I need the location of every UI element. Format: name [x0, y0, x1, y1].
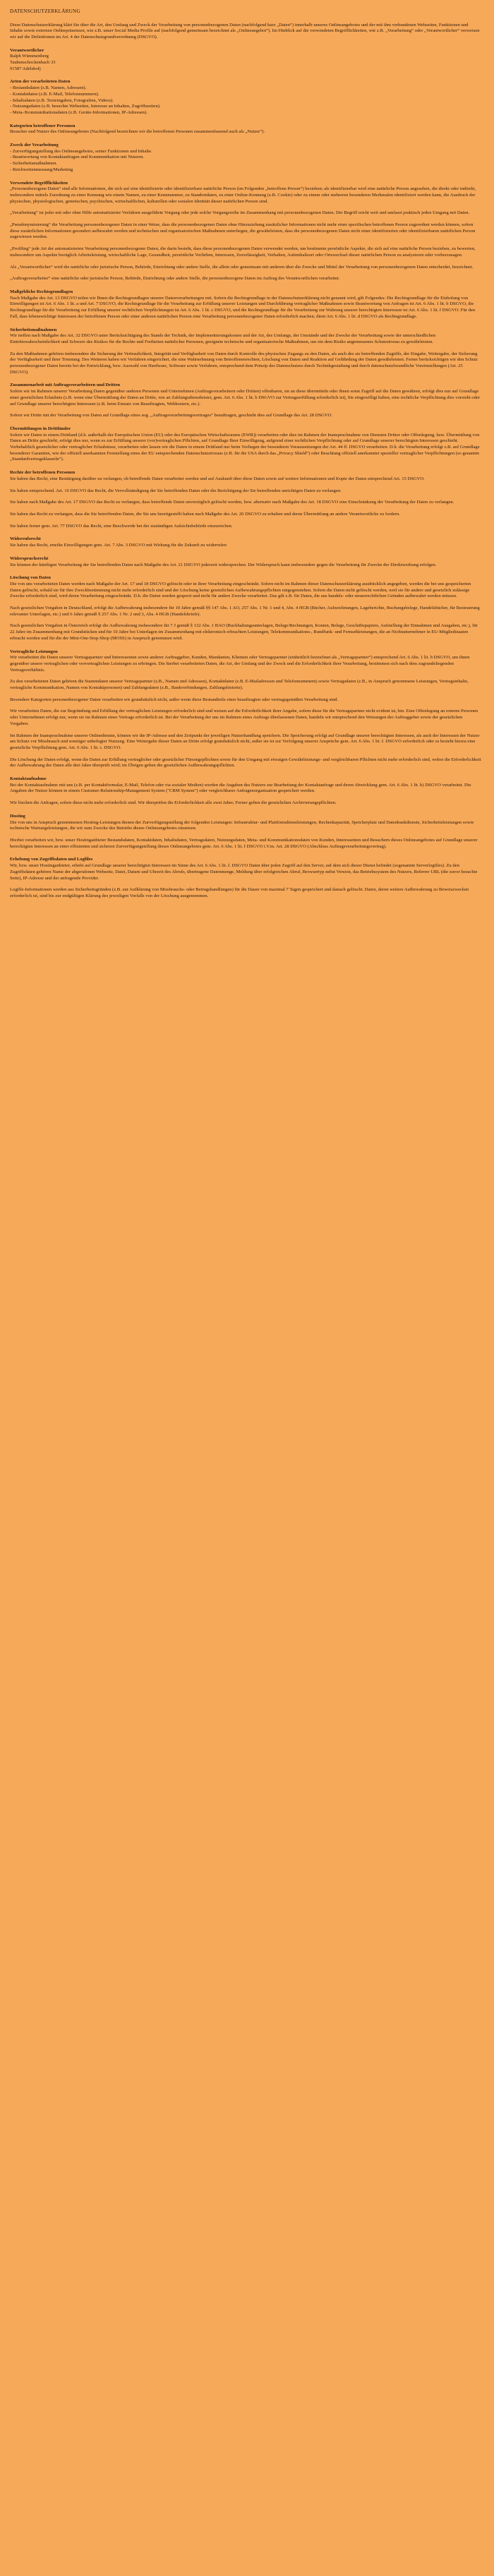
policy-section	[10, 79, 481, 116]
policy-section	[10, 383, 481, 419]
policy-section	[10, 470, 481, 529]
section-paragraph: Nach Maßgabe des Art. 13 DSGVO teilen wir Ihnen die Rechtsgrundlagen unserer Datenverarbeitungen mit. Sofern die Rechtsgrundlage in der Datenschutzerklärung nicht genannt wird, gilt Folgendes: Die Rechtsgrundlage für die Einholung von Einwilligungen ist Art. 6 Abs. 1 lit. a und Art. 7 DSGVO, die Rechtsgrundlage für die Verarbeitung zur Erfüllung unserer Leistungen und Durchführung vertraglicher Maßnahmen sowie Beantwortung von Anfragen ist Art. 6 Abs. 1 lit. b DSGVO, die Rechtsgrundlage für die Verarbeitung zur Erfüllung unserer rechtlichen Verpflichtungen ist Art. 6 Abs. 1 lit. c DSGVO, und die Rechtsgrundlage für die Verarbeitung zur Wahrung unserer berechtigten Interessen ist Art. 6 Abs. 1 lit. f DSGVO. Für den Fall, dass lebenswichtige Interessen der betroffenen Person oder einer anderen natürlichen Person eine Verarbeitung personenbezogener Daten erforderlich machen, dient Art. 6 Abs. 1 lit. d DSGVO als Rechtsgrundlage.	[10, 295, 476, 319]
section-paragraph: „Pseudonymisierung“ die Verarbeitung personenbezogener Daten in einer Weise, dass die personenbezogenen Daten ohne Hinzuziehung zusätzlicher Informationen nicht mehr einer spezifischen betroffenen Person zugeordnet werden können, sofern diese zusätzlichen Informationen gesondert aufbewahrt werden und technischen und organisatorischen Maßnahmen unterliegen, die gewährleisten, dass die personenbezogenen Daten nicht einer identifizierten oder identifizierbaren natürlichen Person zugewiesen werden.	[10, 222, 476, 240]
section-paragraph: „Verarbeitung“ ist jeder mit oder ohne Hilfe automatisierter Verfahren ausgeführte Vorgang oder jede solche Vorgangsreihe im Zusammenhang mit personenbezogenen Daten. Der Begriff reicht weit und umfasst praktisch jeden Umgang mit Daten.	[10, 210, 470, 216]
section-paragraph: Wir löschen die Anfragen, sofern diese nicht mehr erforderlich sind. Wir überprüfen die Erforderlichkeit alle zwei Jahre; Ferner gelten die gesetzlichen Archivierungspflichten.	[10, 800, 337, 806]
section-paragraph: - Bestandsdaten (z.B. Namen, Adressen). - Kontaktdaten (z.B. E-Mail, Telefonnummern). - Inhaltsdaten (z.B. Texteingaben, Fotografien, Videos). - Nutzungsdaten (z.B. besuchte Webseiten, Interesse an Inhalten, Zugriffszeiten). - Meta-/Kommunikationsdaten (z.B. Geräte-Informationen, IP-Adressen).	[10, 85, 161, 115]
section-heading: Maßgebliche Rechtsgrundlagen	[10, 289, 73, 294]
policy-section	[10, 327, 481, 376]
section-heading: Verantwortlicher	[10, 47, 44, 53]
policy-section	[10, 289, 481, 320]
section-paragraph: Sie haben nach Maßgabe des Art. 17 DSGVO das Recht zu verlangen, dass betreffende Daten unverzüglich gelöscht werden, bzw. alternativ nach Maßgabe des Art. 18 DSGVO eine Einschränkung der Verarbeitung der Daten zu verlangen.	[10, 500, 454, 505]
policy-section	[10, 536, 481, 548]
section-paragraph: Bei der Kontaktaufnahme mit uns (z.B. per Kontaktformular, E-Mail, Telefon oder via sozialer Medien) werden die Angaben des Nutzers zur Bearbeitung der Kontaktanfrage und deren Abwicklung gem. Art. 6 Abs. 1 lit. b) DSGVO verarbeitet. Die Angaben der Nutzer können in einem Customer-Relationship-Management System ("CRM System") oder vergleichbarer Anfragenorganisation gespeichert werden.	[10, 782, 471, 794]
section-heading: Kontaktaufnahme	[10, 776, 47, 782]
section-heading: Widerspruchsrecht	[10, 555, 49, 561]
section-paragraph: Sie haben das Recht, erteilte Einwilligungen gem. Art. 7 Abs. 3 DSGVO mit Wirkung für die Zukunft zu widerrufen	[10, 543, 227, 548]
section-paragraph: Wir verarbeiten Daten, die zur Begründung und Erfüllung der vertraglichen Leistungen erforderlich sind und weisen auf die Erforderlichkeit ihrer Angabe, sofern diese für die Vertragspartner nicht evident ist, hin. Eine Offenlegung an externe Personen oder Unternehmen erfolgt nur, wenn sie im Rahmen eines Vertrags erforderlich ist. Bei der Verarbeitung der uns im Rahmen eines Auftrags überlassenen Daten, handeln wir entsprechend den Weisungen der Auftraggeber sowie der gesetzlichen Vorgaben.	[10, 709, 478, 726]
section-paragraph: Die von uns in Anspruch genommenen Hosting-Leistungen dienen der Zurverfügungstellung der folgenden Leistungen: Infrastruktur- und Plattformdienstleistungen, Rechenkapazität, Speicherplatz und Datenbankdienste, Sicherheitsleistungen sowie technische Wartungsleistungen, die wir zum Zwecke des Betriebs dieses Onlineangebotes einsetzen.	[10, 819, 474, 831]
section-paragraph: Logfile-Informationen werden aus Sicherheitsgründen (z.B. zur Aufklärung von Missbrauchs- oder Betrugshandlungen) für die Dauer von maximal 7 Tagen gespeichert und danach gelöscht. Daten, deren weitere Aufbewahrung zu Beweiszwecken erforderlich ist, sind bis zur endgültigen Klärung des jeweiligen Vorfalls von der Löschung ausgenommen.	[10, 887, 469, 898]
section-heading: Sicherheitsmaßnahmen	[10, 327, 57, 332]
section-paragraph: Wir verarbeiten die Daten unserer Vertragspartner und Interessenten sowie anderer Auftraggeber, Kunden, Mandanten, Klienten oder Vertragspartner (einheitlich bezeichnet als „Vertragspartner“) entsprechend Art. 6 Abs. 1 lit. b DSGVO, um ihnen gegenüber unsere vertraglichen oder vorvertraglichen Leistungen zu erbringen. Die hierbei verarbeiteten Daten, die Art, der Umfang und der Zweck und die Erforderlichkeit ihrer Verarbeitung, bestimmen sich nach dem zugrundeliegenden Vertragsverhältnis.	[10, 655, 470, 673]
section-paragraph: Zu den verarbeiteten Daten gehören die Stammdaten unserer Vertragspartner (z.B., Namen und Adressen), Kontaktdaten (z.B. E-Mailadressen und Telefonnummern) sowie Vertragsdaten (z.B., in Anspruch genommene Leistungen, Vertragsinhalte, vertragliche Kommunikation, Namen von Kontaktpersonen) und Zahlungsdaten (z.B., Bankverbindungen, Zahlungshistorie).	[10, 679, 469, 691]
document-title: DATENSCHUTZERKLÄRUNG	[10, 8, 80, 14]
policy-section	[10, 426, 481, 463]
section-heading: Kategorien betroffener Personen	[10, 123, 76, 128]
policy-section	[10, 48, 481, 73]
privacy-policy-document	[0, 0, 494, 914]
section-heading: Rechte der betroffenen Personen	[10, 470, 76, 476]
section-heading: Verwendete Begrifflichkeiten	[10, 180, 68, 186]
section-paragraph: Nach gesetzlichen Vorgaben in Deutschland, erfolgt die Aufbewahrung insbesondere für 10 Jahre gemäß §§ 147 Abs. 1 AO, 257 Abs. 1 Nr. 1 und 4, Abs. 4 HGB (Bücher, Aufzeichnungen, Lageberichte, Buchungsbelege, Handelsbücher, für Besteuerung relevanter Unterlagen, etc.) und 6 Jahre gemäß § 257 Abs. 1 Nr. 2 und 3, Abs. 4 HGB (Handelsbriefe).	[10, 606, 480, 617]
section-heading: Zusammenarbeit mit Auftragsverarbeitern und Dritten	[10, 383, 121, 388]
section-heading: Widerrufsrecht	[10, 536, 41, 542]
section-paragraph: Sie haben entsprechend. Art. 16 DSGVO das Recht, die Vervollständigung der Sie betreffenden Daten oder die Berichtigung der Sie betreffenden unrichtigen Daten zu verlangen.	[10, 488, 342, 493]
policy-section	[10, 776, 481, 807]
section-paragraph: Sie können der künftigen Verarbeitung der Sie betreffenden Daten nach Maßgabe des Art. 21 DSGVO jederzeit widersprechen. Der Widerspruch kann insbesondere gegen die Verarbeitung für Zwecke der Direktwerbung erfolgen.	[10, 562, 437, 567]
section-paragraph: Wir, bzw. unser Hostinganbieter, erhebt auf Grundlage unserer berechtigten Interessen im Sinne des Art. 6 Abs. 1 lit. f. DSGVO Daten über jeden Zugriff auf den Server, auf dem sich dieser Dienst befindet (sogenannte Serverlogfiles). Zu den Zugriffsdaten gehören Name der abgerufenen Webseite, Datei, Datum und Uhrzeit des Abrufs, übertragene Datenmenge, Meldung über erfolgreichen Abruf, Browsertyp nebst Version, das Betriebssystem des Nutzers, Referrer URL (die zuvor besuchte Seite), IP-Adresse und der anfragende Provider.	[10, 863, 478, 881]
section-heading: Hosting	[10, 813, 25, 819]
section-paragraph: Sie haben das Recht zu verlangen, dass die Sie betreffenden Daten, die Sie uns bereitgestellt haben nach Maßgabe des Art. 20 DSGVO zu erhalten und deren Übermittlung an andere Verantwortliche zu fordern.	[10, 511, 400, 517]
section-paragraph: Sie haben ferner gem. Art. 77 DSGVO das Recht, eine Beschwerde bei der zuständigen Aufsichtsbehörde einzureichen.	[10, 523, 233, 529]
section-paragraph: Die Löschung der Daten erfolgt, wenn die Daten zur Erfüllung vertraglicher oder gesetzlicher Fürsorgepflichten sowie für den Umgang mit etwaigen Gewährleistungs- und vergleichbaren Pflichten nicht mehr erforderlich sind, wobei die Erforderlichkeit der Aufbewahrung der Daten alle drei Jahre überprüft wird; im Übrigen gelten die gesetzlichen Aufbewahrungspflichten.	[10, 757, 481, 769]
policy-section	[10, 556, 481, 568]
section-paragraph: Besucher und Nutzer des Onlineangebotes (Nachfolgend bezeichnen wir die betroffenen Personen zusammenfassend auch als „Nutzer“).	[10, 129, 265, 135]
policy-section	[10, 181, 481, 282]
section-paragraph: Im Rahmen der Inanspruchnahme unserer Onlinedienste, können wir die IP-Adresse und den Zeitpunkt der jeweiligen Nutzerhandlung speichern. Die Speicherung erfolgt auf Grundlage unserer berechtigten Interessen, als auch der Interessen der Nutzer am Schutz vor Missbrauch und sonstiger unbefugter Nutzung. Eine Weitergabe dieser Daten an Dritte erfolgt grundsätzlich nicht, außer sie ist zur Verfolgung unserer Ansprüche gem. Art. 6 Abs. 1 lit. f. DSGVO erforderlich oder es besteht hierzu eine gesetzliche Verpflichtung gem. Art. 6 Abs. 1 lit. c. DSGVO.	[10, 733, 480, 750]
section-heading: Vertragliche Leistungen	[10, 649, 58, 654]
policy-section	[10, 575, 481, 642]
section-paragraph: Diese Datenschutzerklärung klärt Sie über die Art, den Umfang und Zweck der Verarbeitung von personenbezogenen Daten (nachfolgend kurz „Daten“) innerhalb unseres Onlineangebotes und der mit ihm verbundenen Webseiten, Funktionen und Inhalte sowie externen Onlinepräsenzen, wie z.B. unser Social Media Profile auf (nachfolgend gemeinsam bezeichnet als „Onlineangebot“). Im Hinblick auf die verwendeten Begrifflichkeiten, wie z.B. „Verarbeitung“ oder „Verantwortlicher“ verweisen wir auf die Definitionen im Art. 4 der Datenschutzgrundverordnung (DSGVO).	[10, 22, 480, 40]
section-paragraph: Zu den Maßnahmen gehören insbesondere die Sicherung der Vertraulichkeit, Integrität und Verfügbarkeit von Daten durch Kontrolle des physischen Zugangs zu den Daten, als auch des sie betreffenden Zugriffs, der Eingabe, Weitergabe, der Sicherung der Verfügbarkeit und ihrer Trennung. Des Weiteren haben wir Verfahren eingerichtet, die eine Wahrnehmung von Betroffenenrechten, Löschung von Daten und Reaktion auf Gefährdung der Daten gewährleisten. Ferner berücksichtigen wir den Schutz personenbezogener Daten bereits bei der Entwicklung, bzw. Auswahl von Hardware, Software sowie Verfahren, entsprechend dem Prinzip des Datenschutzes durch Technikgestaltung und durch datenschutzfreundliche Voreinstellungen (Art. 25 DSGVO).	[10, 351, 478, 375]
section-paragraph: Wir treffen nach Maßgabe des Art. 32 DSGVO unter Berücksichtigung des Stands der Technik, der Implementierungskosten und der Art, des Umfangs, der Umstände und der Zwecke der Verarbeitung sowie der unterschiedlichen Eintrittswahrscheinlichkeit und Schwere des Risikos für die Rechte und Freiheiten natürlicher Personen, geeignete technische und organisatorische Maßnahmen, um ein dem Risiko angemessenes Schutzniveau zu gewährleisten.	[10, 333, 436, 344]
policy-section	[10, 814, 481, 850]
section-heading: Arten der verarbeiteten Daten	[10, 79, 71, 85]
section-heading: Erhebung von Zugriffsdaten und Logfiles	[10, 857, 93, 862]
section-paragraph: „Profiling“ jede Art der automatisierten Verarbeitung personenbezogener Daten, die darin besteht, dass diese personenbezogenen Daten verwendet werden, um bestimmte persönliche Aspekte, die sich auf eine natürliche Person beziehen, zu bewerten, insbesondere um Aspekte bezüglich Arbeitsleistung, wirtschaftliche Lage, Gesundheit, persönliche Vorlieben, Interessen, Zuverlässigkeit, Verhalten, Aufenthaltsort oder Ortswechsel dieser natürlichen Person zu analysieren oder vorherzusagen.	[10, 246, 476, 258]
section-paragraph: Sie haben das Recht, eine Bestätigung darüber zu verlangen, ob betreffende Daten verarbeitet werden und auf Auskunft über diese Daten sowie auf weitere Informationen und Kopie der Daten entsprechend Art. 15 DSGVO.	[10, 476, 425, 481]
policy-section	[10, 143, 481, 174]
section-paragraph: Die von uns verarbeiteten Daten werden nach Maßgabe der Art. 17 und 18 DSGVO gelöscht oder in ihrer Verarbeitung eingeschränkt. Sofern nicht im Rahmen dieser Datenschutzerklärung ausdrücklich angegeben, werden die bei uns gespeicherten Daten gelöscht, sobald sie für ihre Zweckbestimmung nicht mehr erforderlich sind und der Löschung keine gesetzlichen Aufbewahrungspflichten entgegenstehen. Sofern die Daten nicht gelöscht werden, weil sie für andere und gesetzlich zulässige Zwecke erforderlich sind, wird deren Verarbeitung eingeschränkt. D.h. die Daten werden gesperrt und nicht für andere Zwecke verarbeitet. Das gilt z.B. für Daten, die aus handels- oder steuerrechtlichen Gründen aufbewahrt werden müssen.	[10, 581, 471, 599]
section-paragraph: - Zurverfügungstellung des Onlineangebotes, seiner Funktionen und Inhalte. - Beantwortung von Kontaktanfragen und Kommunikation mit Nutzern. - Sicherheitsmaßnahmen. - Reichweitenmessung/Marketing	[10, 148, 152, 172]
section-heading: Übermittlungen in Drittländer	[10, 426, 71, 431]
section-heading: Zweck der Verarbeitung	[10, 143, 59, 148]
section-paragraph: Nach gesetzlichen Vorgaben in Österreich erfolgt die Aufbewahrung insbesondere für 7 J gemäß § 132 Abs. 1 BAO (Buchhaltungsunterlagen, Belege/Rechnungen, Konten, Belege, Geschäftspapiere, Aufstellung der Einnahmen und Ausgaben, etc.), für 22 Jahre im Zusammenhang mit Grundstücken und für 10 Jahre bei Unterlagen im Zusammenhang mit elektronisch erbrachten Leistungen, Telekommunikations-, Rundfunk- und Fernsehleistungen, die an Nichtunternehmer in EU-Mitgliedstaaten erbracht werden und für die der Mini-One-Stop-Shop (MOSS) in Anspruch genommen wird.	[10, 623, 478, 641]
policy-section	[10, 857, 481, 899]
section-paragraph: Ralph Wümmenberg Taubenschockenbach 33 91587 Adelshofj	[10, 54, 56, 71]
policy-section	[10, 649, 481, 770]
sections-container	[10, 23, 481, 900]
section-paragraph: Hierbei verarbeiten wir, bzw. unser Hostinganbieter Bestandsdaten, Kontaktdaten, Inhaltsdaten, Vertragsdaten, Nutzungsdaten, Meta- und Kommunikationsdaten von Kunden, Interessenten und Besuchern dieses Onlineangebotes auf Grundlage unserer berechtigten Interessen an einer effizienten und sicheren Zurverfügungstellung dieses Onlineangebotes gem. Art. 6 Abs. 1 lit. f DSGVO i.V.m. Art. 28 DSGVO (Abschluss Auftragsverarbeitungsvertrag).	[10, 838, 478, 849]
section-paragraph: Sofern wir Dritte mit der Verarbeitung von Daten auf Grundlage eines sog. „Auftragsverarbeitungsvertrages“ beauftragen, geschieht dies auf Grundlage des Art. 28 DSGVO.	[10, 413, 333, 419]
policy-section	[10, 23, 481, 41]
section-paragraph: Sofern wir Daten in einem Drittland (d.h. außerhalb der Europäischen Union (EU) oder des Europäischen Wirtschaftsraums (EWR)) verarbeiten oder dies im Rahmen der Inanspruchnahme von Diensten Dritter oder Offenlegung, bzw. Übermittlung von Daten an Dritte geschieht, erfolgt dies nur, wenn es zur Erfüllung unserer (vor)vertraglichen Pflichten, auf Grundlage Ihrer Einwilligung, aufgrund einer rechtlichen Verpflichtung oder auf Grundlage unserer berechtigten Interessen geschieht. Vorbehaltlich gesetzlicher oder vertraglicher Erlaubnisse, verarbeiten oder lassen wir die Daten in einem Drittland nur beim Vorliegen der besonderen Voraussetzungen der Art. 44 ff. DSGVO verarbeiten. D.h. die Verarbeitung erfolgt z.B. auf Grundlage besonderer Garantien, wie der offiziell anerkannten Feststellung eines der EU entsprechenden Datenschutzniveaus (z.B. für die USA durch das „Privacy Shield“) oder Beachtung offiziell anerkannter spezieller vertraglicher Verpflichtungen (so genannte „Standardvertragsklauseln“).	[10, 432, 480, 462]
section-paragraph: „Personenbezogene Daten“ sind alle Informationen, die sich auf eine identifizierte oder identifizierbare natürliche Person (im Folgenden „betroffene Person“) beziehen; als identifizierbar wird eine natürliche Person angesehen, die direkt oder indirekt, insbesondere mittels Zuordnung zu einer Kennung wie einem Namen, zu einer Kennnummer, zu Standortdaten, zu einer Online-Kennung (z.B. Cookie) oder zu einem oder mehreren besonderen Merkmalen identifiziert werden kann, die Ausdruck der physischen, physiologischen, genetischen, psychischen, wirtschaftlichen, kulturellen oder sozialen Identität dieser natürlichen Person sind.	[10, 186, 476, 204]
section-paragraph: Sofern wir im Rahmen unserer Verarbeitung Daten gegenüber anderen Personen und Unternehmen (Auftragsverarbeitern oder Dritten) offenbaren, sie an diese übermitteln oder ihnen sonst Zugriff auf die Daten gewähren, erfolgt dies nur auf Grundlage einer gesetzlichen Erlaubnis (z.B. wenn eine Übermittlung der Daten an Dritte, wie an Zahlungsdienstleister, gem. Art. 6 Abs. 1 lit. b DSGVO zur Vertragserfüllung erforderlich ist), Sie eingewilligt haben, eine rechtliche Verpflichtung dies vorsieht oder auf Grundlage unserer berechtigten Interessen (z.B. beim Einsatz von Beauftragten, Webhostern, etc.).	[10, 389, 481, 407]
policy-section	[10, 124, 481, 136]
section-paragraph: Besondere Kategorien personenbezogener Daten verarbeiten wir grundsätzlich nicht, außer wenn diese Bestandteile einer beauftragten oder vertragsgemäßen Verarbeitung sind.	[10, 697, 339, 702]
section-paragraph: Als „Verantwortlicher“ wird die natürliche oder juristische Person, Behörde, Einrichtung oder andere Stelle, die allein oder gemeinsam mit anderen über die Zwecke und Mittel der Verarbeitung von personenbezogenen Daten entscheidet, bezeichnet.	[10, 264, 474, 270]
section-heading: Löschung von Daten	[10, 575, 51, 581]
section-paragraph: „Auftragsverarbeiter“ eine natürliche oder juristische Person, Behörde, Einrichtung oder andere Stelle, die personenbezogene Daten im Auftrag des Verantwortlichen verarbeitet.	[10, 276, 340, 282]
